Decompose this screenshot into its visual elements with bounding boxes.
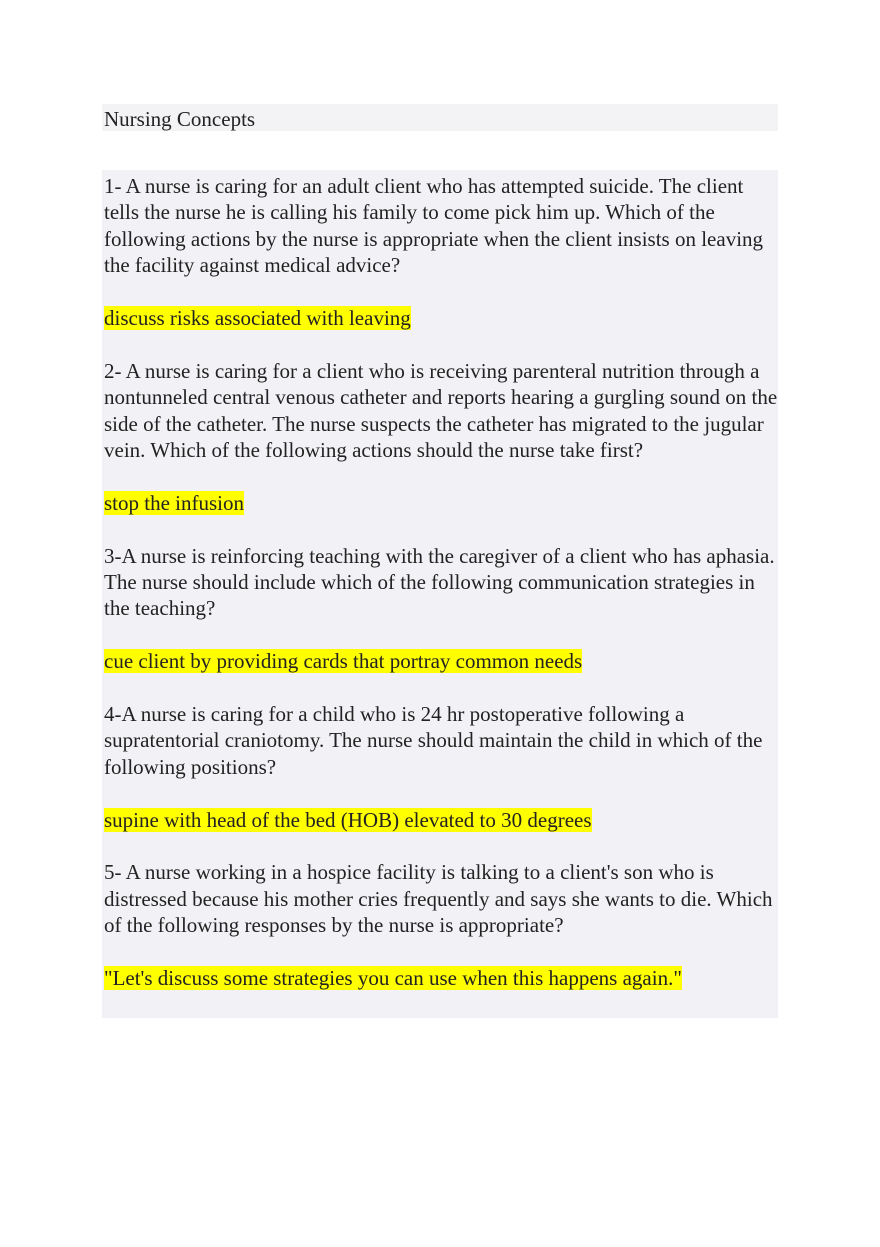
answer-2 — [104, 490, 780, 516]
answer-5 — [104, 965, 780, 991]
question-1-text: 1- A nurse is caring for an adult client who has attempted suicide. The client tells the nurse he is calling his family to come pick him up. Which of the following actions by the nurse is appropriate when the client insists on leaving the facility against medical advice? — [104, 174, 764, 278]
answer-4 — [104, 807, 780, 833]
question-5-text: 5- A nurse working in a hospice facility is talking to a client's son who is distressed because his mother cries frequently and says she wants to die. Which of the following responses by the nurse is appropriate? — [104, 860, 773, 938]
question-2-text: 2- A nurse is caring for a client who is receiving parenteral nutrition through a nontunneled central venous catheter and reports hearing a gurgling sound on the side of the catheter. The nurse suspects the catheter has migrated to the jugular vein. Which of the following actions should the nurse take first? — [104, 358, 778, 463]
spacer — [104, 463, 780, 489]
spacer — [104, 279, 780, 305]
spacer — [104, 622, 780, 648]
question-3-text: 3-A nurse is reinforcing teaching with the caregiver of a client who has aphasia. The nurse should include which of the following communication strategies in the teaching? — [104, 543, 775, 621]
answer-3 — [104, 648, 780, 674]
question-4-text: 4-A nurse is caring for a child who is 24 hr postoperative following a supratentorial craniotomy. The nurse should maintain the child in which of the following positions? — [104, 702, 763, 779]
spacer — [104, 675, 780, 701]
answer-1 — [104, 305, 780, 331]
question-list — [104, 173, 780, 991]
document-title: Nursing Concepts — [104, 107, 256, 131]
spacer — [104, 780, 780, 806]
answer-4-highlight: supine with head of the bed (HOB) elevated to 30 degrees — [104, 807, 592, 832]
answer-2-highlight: stop the infusion — [104, 490, 244, 515]
spacer — [104, 331, 780, 357]
answer-1-highlight: discuss risks associated with leaving — [104, 306, 411, 331]
answer-3-highlight: cue client by providing cards that portray common needs — [104, 649, 583, 674]
spacer — [104, 939, 780, 965]
spacer — [104, 516, 780, 542]
spacer — [104, 833, 780, 859]
answer-5-highlight: "Let's discuss some strategies you can use when this happens again." — [104, 966, 682, 991]
